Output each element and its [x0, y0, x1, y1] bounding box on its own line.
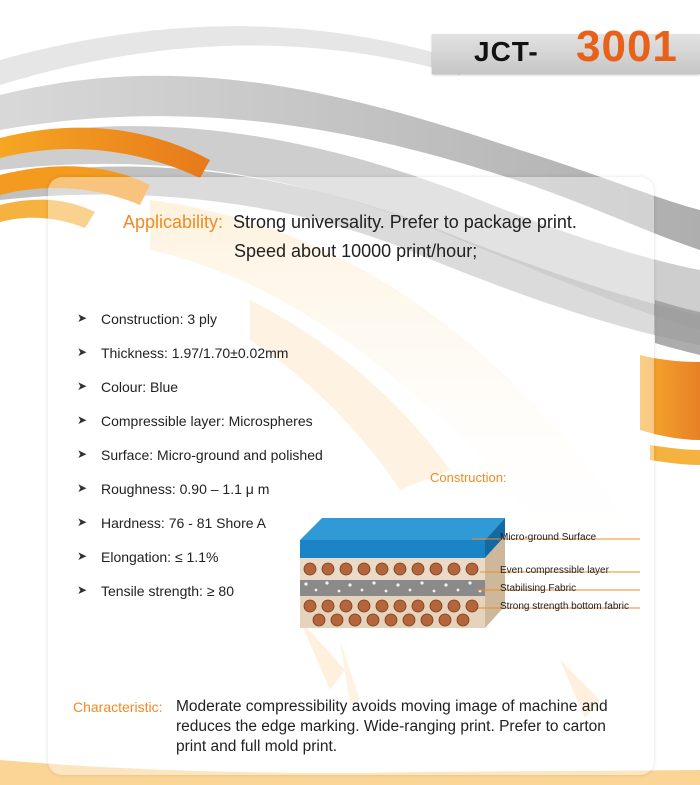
spec-item — [77, 447, 323, 481]
spec-item — [77, 515, 323, 549]
characteristic-label: Characteristic: — [73, 699, 163, 715]
spec-item — [77, 379, 323, 413]
spec-text: Compressible layer: Microspheres — [101, 413, 313, 429]
surface-front — [300, 540, 485, 558]
arrow-bullet-icon: ➤ — [77, 345, 88, 359]
title-number: 3001 — [576, 22, 678, 71]
spec-text: Construction: 3 ply — [101, 311, 217, 327]
spec-item — [77, 345, 323, 379]
applicability-label: Applicability: — [123, 212, 224, 232]
spec-text: Roughness: 0.90 – 1.1 μ m — [101, 481, 270, 497]
layer-label-stabilising: Stabilising Fabric — [500, 583, 577, 594]
spec-text: Colour: Blue — [101, 379, 179, 395]
applicability-line-2: Speed about 10000 print/hour; — [234, 241, 478, 261]
spec-text: Tensile strength: ≥ 80 — [101, 583, 234, 599]
title-prefix: JCT- — [474, 36, 539, 67]
spec-item — [77, 583, 323, 617]
spec-item — [77, 549, 323, 583]
spec-list — [77, 311, 323, 617]
spec-text: Surface: Micro-ground and polished — [101, 447, 323, 463]
applicability-line-1: Strong universality. Prefer to package print. — [233, 212, 577, 232]
spec-item — [77, 311, 323, 345]
arrow-bullet-icon: ➤ — [77, 379, 88, 393]
layer-label-compressible: Even compressible layer — [500, 565, 609, 576]
characteristic-text: Moderate compressibility avoids moving image of machine and reduces the edge marking. Wide-ranging print. Prefer to carton print and full mold print. — [176, 698, 608, 755]
spec-text: Hardness: 76 - 81 Shore A — [101, 515, 266, 531]
construction-label: Construction: — [430, 470, 507, 485]
spec-text: Elongation: ≤ 1.1% — [101, 549, 219, 565]
arrow-bullet-icon: ➤ — [77, 583, 88, 597]
arrow-bullet-icon: ➤ — [77, 515, 88, 529]
arrow-bullet-icon: ➤ — [77, 481, 88, 495]
arrow-bullet-icon: ➤ — [77, 549, 88, 563]
surface-top — [300, 518, 505, 540]
layer-label-surface: Micro-ground Surface — [500, 532, 597, 543]
layer-label-bottom: Strong strength bottom fabric — [500, 601, 629, 612]
arrow-bullet-icon: ➤ — [77, 311, 88, 325]
arrow-bullet-icon: ➤ — [77, 413, 88, 427]
arrow-bullet-icon: ➤ — [77, 447, 88, 461]
spec-item — [77, 481, 323, 515]
spec-item — [77, 413, 323, 447]
spec-text: Thickness: 1.97/1.70±0.02mm — [101, 345, 289, 361]
